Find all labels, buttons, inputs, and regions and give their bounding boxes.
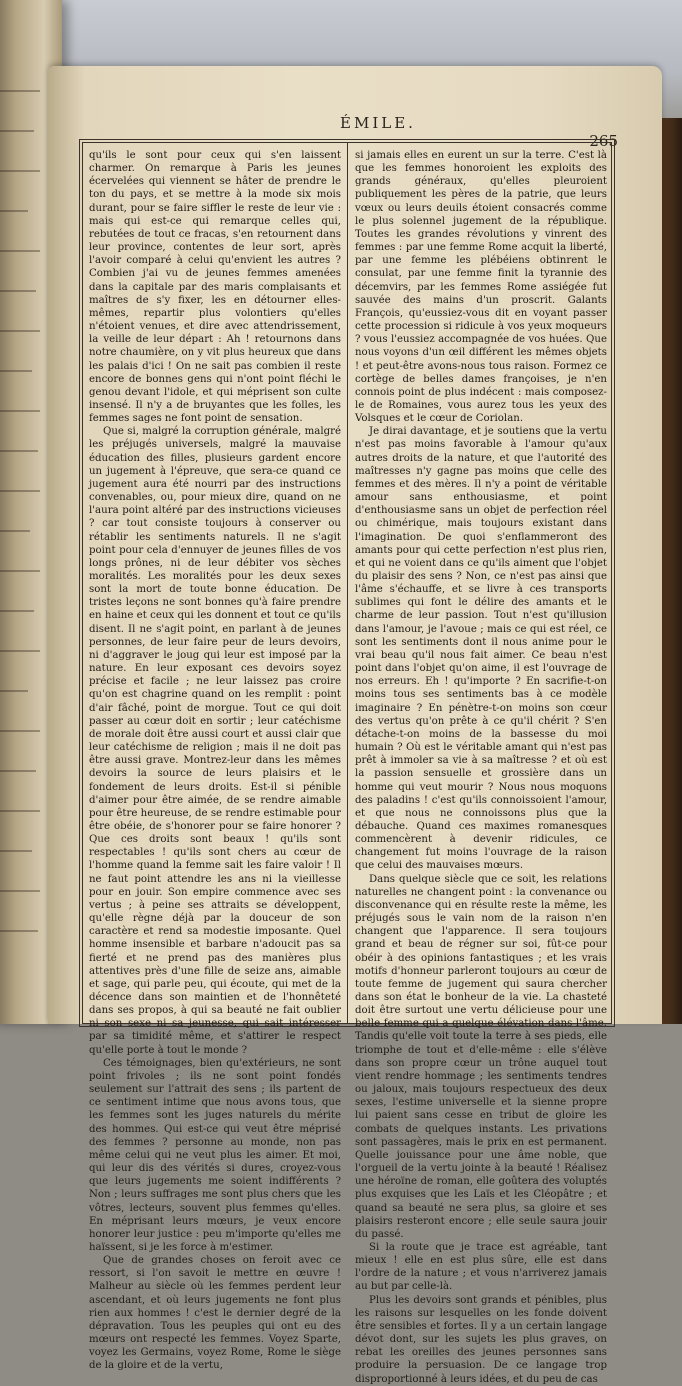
bleed-through-line: [0, 730, 40, 732]
bleed-through-line: [0, 690, 28, 692]
bleed-through-line: [0, 890, 40, 892]
bleed-through-line: [0, 410, 40, 412]
paragraph: Si la route que je trace est agréable, tant mieux ! elle en est plus sûre, elle est dans l'ordre de la nature ; et vous n'arriverez jamais au but par celle-là.: [355, 1241, 607, 1293]
paragraph: qu'ils le sont pour ceux qui s'en laissent charmer. On remarque à Paris les jeunes écervelées qui viennent se hâter de prendre le ton du pays, et se mettre à la mode six mois durant, pour se faire siffler le reste de leur vie : mais qui est-ce qui remarque celles qui, rebutées de tout ce fracas, s'en retournent dans leur province, contentes de leur sort, après l'avoir comparé à celui qu'envient les autres ? Combien j'ai vu de jeunes femmes amenées dans la capitale par des maris complaisants et maîtres de s'y fixer, les en détourner elles-mêmes, repartir plus volontiers qu'elles n'étoient venues, et dire avec attendrissement, la veille de leur départ : Ah ! retournons dans notre chaumière, on y vit plus heureux que dans les palais d'ici ! On ne sait pas combien il reste encore de bonnes gens qui n'ont point fléchi le genou devant l'idole, et qui méprisent son culte insensé. Il n'y a de bruyantes que les folles, les femmes sages ne font point de sensation.: [89, 150, 341, 425]
text-frame: [82, 142, 612, 1385]
bleed-through-line: [0, 930, 38, 932]
bleed-through-line: [0, 170, 40, 172]
bleed-through-line: [0, 570, 40, 572]
book-page: [48, 66, 662, 1385]
bleed-through-line: [0, 490, 40, 492]
page-number: 265: [589, 132, 618, 150]
bleed-through-line: [0, 130, 34, 132]
paragraph: Que de grandes choses on feroit avec ce ressort, si l'on savoit le mettre en œuvre ! Malheur au siècle où les femmes perdent leur ascendant, et où leurs jugements ne font plus rien aux hommes ! c'est le dernier degré de la dépravation. Tous les peuples qui ont eu des mœurs ont respecté les femmes. Voyez Sparte, voyez les Germains, voyez Rome, Rome le siège de la gloire et de la vertu,: [89, 1255, 341, 1372]
bleed-through-line: [0, 450, 38, 452]
column-divider: [347, 143, 348, 1023]
running-head: ÉMILE.: [340, 114, 416, 132]
bleed-through-line: [0, 770, 36, 772]
paragraph: Ces témoignages, bien qu'extérieurs, ne sont point frivoles ; ils ne sont point fondés seulement sur l'attrait des sens ; ils partent de ce sentiment intime que nous avons tous, que les femmes sont les juges naturels du mérite des hommes. Qui est-ce qui veut être méprisé des femmes ? personne au monde, non pas même celui qui ne veut plus les aimer. Et moi, qui leur dis des vérités si dures, croyez-vous que leurs jugements me soient indifférents ? Non ; leurs suffrages me sont plus chers que les vôtres, lecteurs, souvent plus femmes qu'elles. En méprisant leurs mœurs, je veux encore honorer leur justice : peu m'importe qu'elles me haïssent, si je les force à m'estimer.: [89, 1057, 341, 1253]
bleed-through-line: [0, 850, 32, 852]
bleed-through-line: [0, 290, 36, 292]
paragraph: Plus les devoirs sont grands et pénibles, plus les raisons sur lesquelles on les fonde doivent être sensibles et fortes. Il y a un certain langage dévot dont, sur les sujets les plus graves, on rebat les oreilles des jeunes personnes sans produire la persuasion. De ce langage trop disproportionné à leurs idées, et du peu de cas: [355, 1294, 607, 1385]
bleed-through-line: [0, 90, 40, 92]
bleed-through-line: [0, 330, 40, 332]
paragraph: si jamais elles en eurent un sur la terre. C'est là que les femmes honoroient les exploits des grands généraux, qu'elles pleuroient publiquement les pères de la patrie, que leurs vœux ou leurs deuils étoient consacrés comme le plus solennel jugement de la république. Toutes les grandes révolutions y vinrent des femmes : par une femme Rome acquit la liberté, par une femme les plébéiens obtinrent le consulat, par une femme finit la tyrannie des décemvirs, par les femmes Rome assiégée fut sauvée des mains d'un proscrit. Galants François, qu'eussiez-vous dit en voyant passer cette procession si ridicule à vos yeux moqueurs ? vous l'eussiez accompagnée de vos huées. Que nous voyons d'un œil différent les mêmes objets ! et peut-être avons-nous tous raison. Formez ce cortège de belles dames françoises, je n'en connois point de plus indécent : mais composez-le de Romaines, vous aurez tous les yeux des Volsques et le cœur de Coriolan.: [355, 150, 607, 425]
bleed-through-line: [0, 650, 40, 652]
left-column: [89, 149, 341, 1372]
bleed-through-line: [0, 370, 32, 372]
bleed-through-line: [0, 610, 34, 612]
paragraph: Dans quelque siècle que ce soit, les relations naturelles ne changent point : la convenance ou disconvenance qui en résulte reste la même, les préjugés sous le vain nom de la raison n'en changent que l'apparence. Il sera toujours grand et beau de régner sur soi, fût-ce pour obéir à des opinions fantastiques ; et les vrais motifs d'honneur parleront toujours au cœur de toute femme de jugement qui saura chercher dans son état le bonheur de la vie. La chasteté doit être surtout une vertu délicieuse pour une belle femme qui a quelque élévation dans l'âme. Tandis qu'elle voit toute la terre à ses pieds, elle triomphe de tout et d'elle-même : elle s'élève dans son propre cœur un trône auquel tout vient rendre hommage ; les sentiments tendres ou jaloux, mais toujours respectueux des deux sexes, l'estime universelle et la sienne propre lui paient sans cesse en tribut de gloire les combats de quelques instants. Les privations sont passagères, mais le prix en est permanent. Quelle jouissance pour une âme noble, que l'orgueil de la vertu jointe à la beauté ! Réalisez une héroïne de roman, elle goûtera des voluptés plus exquises que les Laïs et les Cléopâtre ; et quand sa beauté ne sera plus, sa gloire et ses plaisirs resteront encore ; elle seule saura jouir du passé.: [355, 873, 607, 1240]
bleed-through-line: [0, 810, 40, 812]
paragraph: Je dirai davantage, et je soutiens que la vertu n'est pas moins favorable à l'amour qu'aux autres droits de la nature, et que l'autorité des maîtresses n'y gagne pas moins que celle des femmes et des mères. Il n'y a point de véritable amour sans enthousiasme, et point d'enthousiasme sans un objet de perfection réel ou chimérique, mais toujours existant dans l'imagination. De quoi s'enflammeront des amants pour qui cette perfection n'est plus rien, et qui ne voient dans ce qu'ils aiment que l'objet du plaisir des sens ? Non, ce n'est pas ainsi que l'âme s'échauffe, et se livre à ces transports sublimes qui font le délire des amants et le charme de leur passion. Tout n'est qu'illusion dans l'amour, je l'avoue ; mais ce qui est réel, ce sont les sentiments dont il nous anime pour le vrai beau qu'il nous fait aimer. Ce beau n'est point dans l'objet qu'on aime, il est l'ouvrage de nos erreurs. Eh ! qu'importe ? En sacrifie-t-on moins tous ses sentiments bas à ce modèle imaginaire ? En pénètre-t-on moins son cœur des vertus qu'on prête à ce qu'il chérit ? S'en détache-t-on moins de la bassesse du moi humain ? Où est le véritable amant qui n'est pas prêt à immoler sa vie à sa maîtresse ? et où est la passion sensuelle et grossière dans un homme qui veut mourir ? Nous nous moquons des paladins ! c'est qu'ils connoissoient l'amour, et que nous ne connoissons plus que la débauche. Quand ces maximes romanesques commencèrent à devenir ridicules, ce changement fut moins l'ouvrage de la raison que celui des mauvaises mœurs.: [355, 426, 607, 872]
bleed-through-line: [0, 210, 28, 212]
bleed-through-line: [0, 250, 40, 252]
paragraph: Que si, malgré la corruption générale, malgré les préjugés universels, malgré la mauvaise éducation des filles, plusieurs gardent encore un jugement à l'épreuve, que sera-ce quand ce jugement aura été nourri par des instructions convenables, ou, pour mieux dire, quand on ne l'aura point altéré par des instructions vicieuses ? car tout consiste toujours à conserver ou rétablir les sentiments naturels. Il ne s'agit point pour cela d'ennuyer de jeunes filles de vos longs prônes, ni de leur débiter vos sèches moralités. Les moralités pour les deux sexes sont la mort de toute bonne éducation. De tristes leçons ne sont bonnes qu'à faire prendre en haine et ceux qui les donnent et tout ce qu'ils disent. Il ne s'agit point, en parlant à de jeunes personnes, de leur faire peur de leurs devoirs, ni d'aggraver le joug qui leur est imposé par la nature. En leur exposant ces devoirs soyez précise et facile ; ne leur laissez pas croire qu'on est chagrine quand on les remplit : point d'air fâché, point de morgue. Tout ce qui doit passer au cœur doit en sortir ; leur catéchisme de morale doit être aussi court et aussi clair que leur catéchisme de religion ; mais il ne doit pas être aussi grave. Montrez-leur dans les mêmes devoirs la source de leurs plaisirs et le fondement de leurs droits. Est-il si pénible d'aimer pour être aimée, de se rendre aimable pour être heureuse, de se rendre estimable pour être obéie, de s'honorer pour se faire honorer ? Que ces droits sont beaux ! qu'ils sont respectables ! qu'ils sont chers au cœur de l'homme quand la femme sait les faire valoir ! Il ne faut point attendre les ans ni la vieillesse pour en jouir. Son empire commence avec ses vertus ; à peine ses attraits se développent, qu'elle règne déjà par la douceur de son caractère et rend sa modestie imposante. Quel homme insensible et barbare n'adoucit pas sa fierté et ne prend pas des manières plus attentives près d'une fille de seize ans, aimable et sage, qui parle peu, qui écoute, qui met de la décence dans son maintien et de l'honnêteté dans ses propos, à qui sa beauté ne fait oublier ni son sexe ni sa jeunesse, qui sait intéresser par sa timidité même, et s'attirer le respect qu'elle porte à tout le monde ?: [89, 426, 341, 1056]
bleed-through-line: [0, 530, 30, 532]
right-column: [355, 149, 607, 1385]
